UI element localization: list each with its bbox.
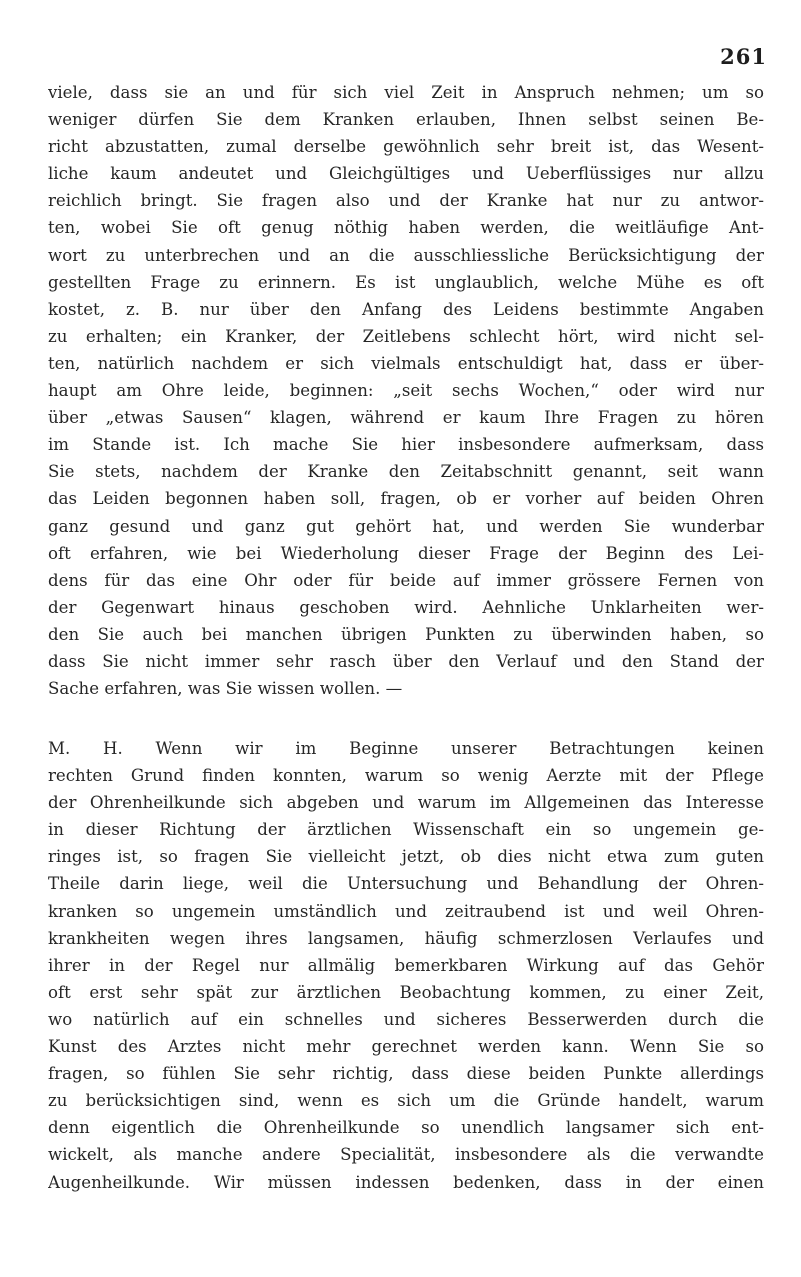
page-number: 261 bbox=[720, 44, 767, 69]
text-line: liche kaum andeutet und Gleichgültiges und Ueberflüssiges nur allzu bbox=[48, 164, 764, 184]
text-line: fragen, so fühlen Sie sehr richtig, dass diese beiden Punkte allerdings bbox=[48, 1064, 764, 1084]
text-line: dass Sie nicht immer sehr rasch über den Verlauf und den Stand der bbox=[48, 651, 764, 671]
text-line: richt abzustatten, zumal derselbe gewöhnlich sehr breit ist, das Wesent- bbox=[48, 137, 764, 157]
text-line: kranken so ungemein umständlich und zeitraubend ist und weil Ohren- bbox=[48, 901, 764, 921]
text-line: ten, natürlich nachdem er sich vielmals entschuldigt hat, dass er über- bbox=[48, 353, 764, 373]
text-line: ringes ist, so fragen Sie vielleicht jetzt, ob dies nicht etwa zum guten bbox=[48, 847, 764, 867]
text-line: rechten Grund finden konnten, warum so wenig Aerzte mit der Pflege bbox=[48, 766, 764, 786]
text-line: zu erhalten; ein Kranker, der Zeitlebens schlecht hört, wird nicht sel- bbox=[48, 326, 764, 346]
text-line: oft erst sehr spät zur ärztlichen Beobachtung kommen, zu einer Zeit, bbox=[48, 982, 764, 1002]
text-line: zu berücksichtigen sind, wenn es sich um die Gründe handelt, warum bbox=[48, 1091, 764, 1111]
text-line: weniger dürfen Sie dem Kranken erlauben, Ihnen selbst seinen Be- bbox=[48, 110, 764, 130]
text-line: über „etwas Sausen“ klagen, während er kaum Ihre Fragen zu hören bbox=[48, 408, 764, 428]
text-line: dens für das eine Ohr oder für beide auf immer grössere Fernen von bbox=[48, 570, 764, 590]
text-line: wickelt, als manche andere Specialität, insbesondere als die verwandte bbox=[48, 1145, 764, 1165]
text-line: das Leiden begonnen haben soll, fragen, ob er vorher auf beiden Ohren bbox=[48, 489, 764, 509]
text-line: ganz gesund und ganz gut gehört hat, und werden Sie wunderbar bbox=[48, 516, 764, 536]
text-line: Theile darin liege, weil die Untersuchung und Behandlung der Ohren- bbox=[48, 874, 764, 894]
text-line: Sie stets, nachdem der Kranke den Zeitabschnitt genannt, seit wann bbox=[48, 462, 764, 482]
text-line: kostet, z. B. nur über den Anfang des Leidens bestimmte Angaben bbox=[48, 299, 764, 319]
text-line: oft erfahren, wie bei Wiederholung dieser Frage der Beginn des Lei- bbox=[48, 543, 764, 563]
text-line: in dieser Richtung der ärztlichen Wissenschaft ein so ungemein ge- bbox=[48, 820, 764, 840]
text-line: Sache erfahren, was Sie wissen wollen. — bbox=[48, 679, 403, 699]
text-line: viele, dass sie an und für sich viel Zeit in Anspruch nehmen; um so bbox=[48, 83, 764, 102]
text-line: der Gegenwart hinaus geschoben wird. Aehnliche Unklarheiten wer- bbox=[48, 597, 764, 617]
text-line: wort zu unterbrechen und an die ausschliessliche Berücksichtigung der bbox=[48, 245, 764, 265]
text-line: den Sie auch bei manchen übrigen Punkten zu überwinden haben, so bbox=[48, 624, 764, 644]
text-line: reichlich bringt. Sie fragen also und der Kranke hat nur zu antwor- bbox=[48, 191, 764, 211]
text-line: M. H. Wenn wir im Beginne unserer Betrachtungen keinen bbox=[48, 739, 764, 758]
text-line: ihrer in der Regel nur allmälig bemerkbaren Wirkung auf das Gehör bbox=[48, 955, 764, 975]
text-line: im Stande ist. Ich mache Sie hier insbesondere aufmerksam, dass bbox=[48, 435, 764, 455]
text-line: wo natürlich auf ein schnelles und sicheres Besserwerden durch die bbox=[48, 1009, 764, 1029]
text-line: der Ohrenheilkunde sich abgeben und warum im Allgemeinen das Interesse bbox=[48, 793, 764, 813]
text-line: Kunst des Arztes nicht mehr gerechnet werden kann. Wenn Sie so bbox=[48, 1037, 764, 1057]
text-line: haupt am Ohre leide, beginnen: „seit sechs Wochen,“ oder wird nur bbox=[48, 381, 764, 401]
text-line: Augenheilkunde. Wir müssen indessen bedenken, dass in der einen bbox=[48, 1172, 764, 1192]
paragraph-2 bbox=[48, 735, 764, 1196]
paragraph-1 bbox=[48, 79, 764, 702]
text-line: krankheiten wegen ihres langsamen, häufig schmerzlosen Verlaufes und bbox=[48, 928, 764, 948]
text-line: ten, wobei Sie oft genug nöthig haben werden, die weitläufige Ant- bbox=[48, 218, 764, 238]
text-line: denn eigentlich die Ohrenheilkunde so unendlich langsamer sich ent- bbox=[48, 1118, 764, 1138]
text-line: gestellten Frage zu erinnern. Es ist unglaublich, welche Mühe es oft bbox=[48, 272, 764, 292]
